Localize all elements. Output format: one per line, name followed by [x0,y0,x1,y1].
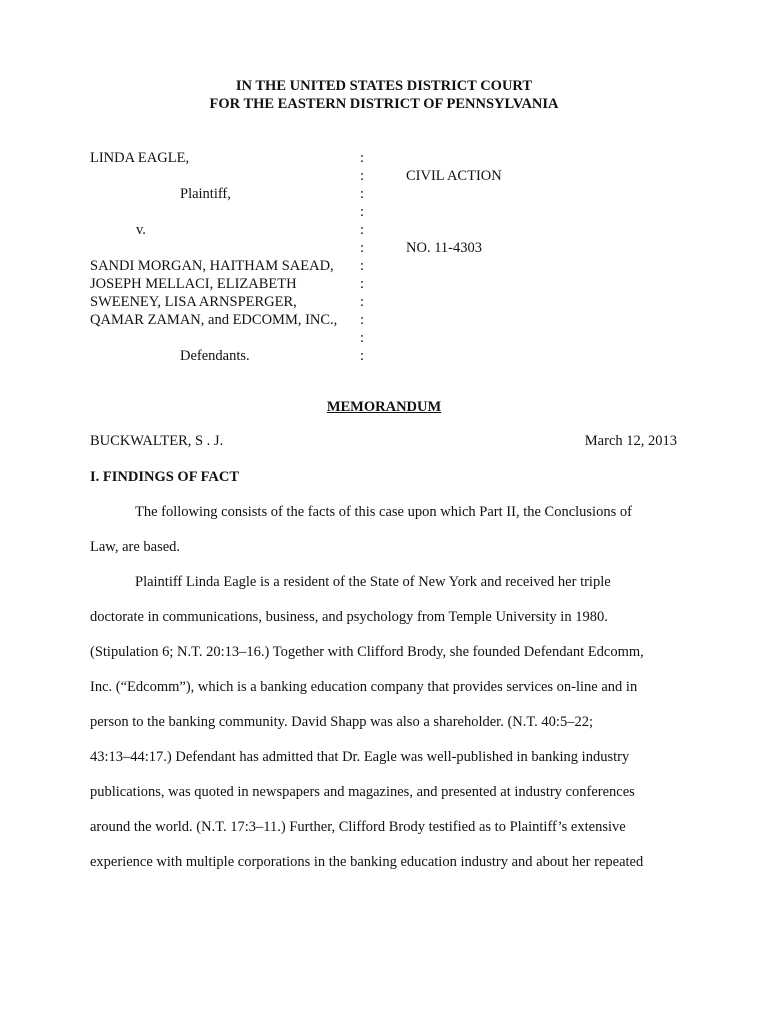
caption-colon: : [360,348,365,364]
civil-action-label: CIVIL ACTION [406,168,502,184]
paragraph-line: experience with multiple corporations in the banking education industry and about her repeated [90,854,644,870]
case-caption-action [406,149,656,257]
defendants-line-4: QAMAR ZAMAN, and EDCOMM, INC., [90,312,338,328]
case-number: NO. 11-4303 [406,240,482,256]
versus-label: v. [136,222,146,238]
caption-colon: : [360,330,365,346]
caption-colon: : [360,222,365,238]
judge-name: BUCKWALTER, S . J. [90,433,224,449]
plaintiff-name: LINDA EAGLE, [90,150,190,166]
paragraph-line: person to the banking community. David Shapp was also a shareholder. (N.T. 40:5–22; [90,714,593,730]
paragraph-line: Law, are based. [90,539,181,555]
caption-colon: : [360,186,365,202]
caption-colon: : [360,240,365,256]
court-district: FOR THE EASTERN DISTRICT OF PENNSYLVANIA [209,96,559,112]
caption-colon: : [360,294,365,310]
caption-colon: : [360,204,365,220]
case-caption-parties [90,149,360,365]
paragraph-line: publications, was quoted in newspapers and magazines, and presented at industry conferences [90,784,635,800]
caption-colon: : [360,276,365,292]
paragraph-line: 43:13–44:17.) Defendant has admitted that Dr. Eagle was well-published in banking industry [90,749,630,765]
memorandum-date: March 12, 2013 [584,433,677,449]
section-heading: I. FINDINGS OF FACT [90,469,240,485]
defendants-line-3: SWEENEY, LISA ARNSPERGER, [90,294,297,310]
paragraph-line: Inc. (“Edcomm”), which is a banking education company that provides services on-line and in [90,679,638,695]
paragraph-line: around the world. (N.T. 17:3–11.) Further, Clifford Brody testified as to Plaintiff’s extensive [90,819,626,835]
memorandum-title: MEMORANDUM [326,399,442,415]
court-name: IN THE UNITED STATES DISTRICT COURT [235,78,533,94]
defendants-line-2: JOSEPH MELLACI, ELIZABETH [90,276,297,292]
caption-colon: : [360,150,365,166]
caption-colon: : [360,168,365,184]
paragraph-line: doctorate in communications, business, and psychology from Temple University in 1980. [90,609,608,625]
caption-colon-column [360,149,370,365]
paragraph-line: (Stipulation 6; N.T. 20:13–16.) Together with Clifford Brody, she founded Defendant Edcomm, [90,644,644,660]
body-text [90,503,680,888]
caption-colon: : [360,258,365,274]
caption-colon: : [360,312,365,328]
court-heading [0,77,768,113]
defendants-label: Defendants. [180,348,250,364]
plaintiff-label: Plaintiff, [180,186,231,202]
paragraph-line: Plaintiff Linda Eagle is a resident of the State of New York and received her triple [135,574,611,590]
paragraph-line: The following consists of the facts of this case upon which Part II, the Conclusions of [135,504,632,520]
defendants-line-1: SANDI MORGAN, HAITHAM SAEAD, [90,258,334,274]
